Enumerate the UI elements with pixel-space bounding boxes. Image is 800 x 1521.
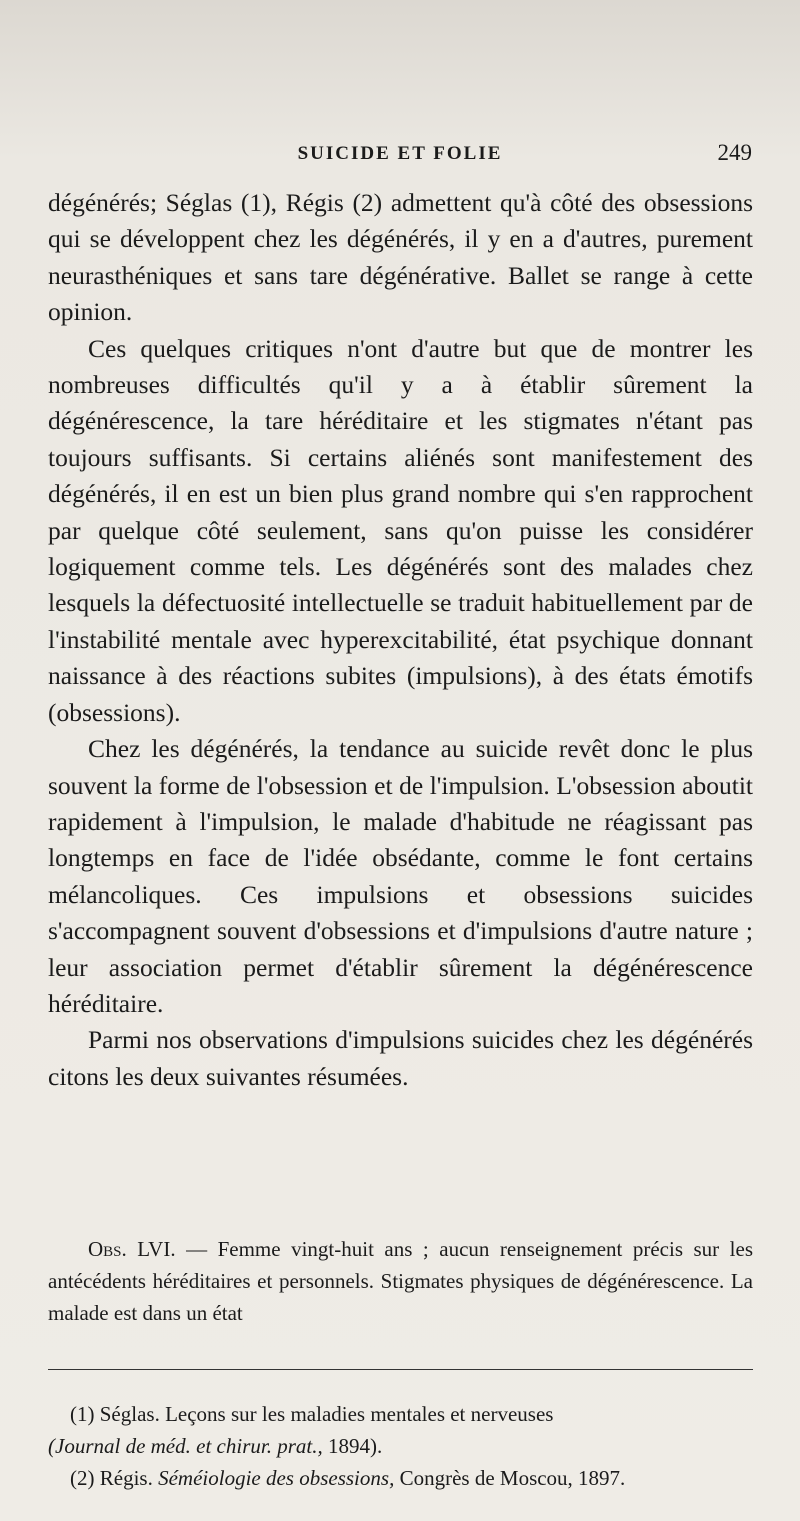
footnote-1-marker: (1) xyxy=(70,1402,95,1426)
observation-text: — Femme vingt-huit ans ; aucun renseignement précis sur les antécédents héréditaires et personnels. Stigmates physiques de dégénérescence. La malade est dans un état xyxy=(48,1237,753,1325)
footnote-1 xyxy=(48,1398,753,1430)
observation-block xyxy=(48,1233,753,1329)
footnote-divider xyxy=(48,1369,753,1370)
footnote-2-marker: (2) xyxy=(70,1466,95,1490)
body-text xyxy=(48,185,753,1095)
footnote-2-author: Régis. xyxy=(99,1466,153,1490)
footnote-2-title: Séméiologie des obsessions, xyxy=(158,1466,395,1490)
footnote-2 xyxy=(48,1462,753,1494)
observation-label: Obs. LVI. xyxy=(88,1237,176,1261)
page-header xyxy=(48,140,752,173)
footnote-1-author: Séglas. xyxy=(99,1402,160,1426)
page-number: 249 xyxy=(717,140,752,165)
observation-paragraph xyxy=(48,1233,753,1329)
footnote-2-rest: Congrès de Moscou, 1897. xyxy=(399,1466,626,1490)
footnote-1-year: 1894). xyxy=(327,1434,383,1458)
paragraph-1: dégénérés; Séglas (1), Régis (2) admettent qu'à côté des obsessions qui se développent chez les dégénérés, il y en a d'autres, purement neurasthéniques et sans tare dégénérative. Ballet se range à cette opinion. xyxy=(48,188,753,327)
running-title: SUICIDE ET FOLIE xyxy=(297,143,503,164)
footnote-1-text: Leçons sur les maladies mentales et nerveuses xyxy=(165,1402,554,1426)
footnote-1-continuation xyxy=(48,1430,753,1462)
footnotes xyxy=(48,1398,753,1494)
paragraph-3: Chez les dégénérés, la tendance au suicide revêt donc le plus souvent la forme de l'obsession et de l'impulsion. L'obsession aboutit rapidement à l'impulsion, le malade d'habitude ne réagissant pas longtemps en face de l'idée obsédante, comme le font certains mélancoliques. Ces impulsions et obsessions suicides s'accompagnent souvent d'obsessions et d'impulsions d'autre nature ; leur association permet d'établir sûrement la dégénérescence héréditaire. xyxy=(48,734,753,1018)
footnote-1-journal: (Journal de méd. et chirur. prat., xyxy=(48,1434,323,1458)
paragraph-4: Parmi nos observations d'impulsions suicides chez les dégénérés citons les deux suivantes résumées. xyxy=(48,1025,753,1091)
paragraph-2: Ces quelques critiques n'ont d'autre but que de montrer les nombreuses difficultés qu'il y a à établir sûrement la dégénérescence, la tare héréditaire et les stigmates n'étant pas toujours suffisants. Si certains aliénés sont manifestement des dégénérés, il en est un bien plus grand nombre qui s'en rapprochent par quelque côté seulement, sans qu'on puisse les considérer logiquement comme tels. Les dégénérés sont des malades chez lesquels la défectuosité intellectuelle se traduit habituellement par de l'instabilité mentale avec hyperexcitabilité, état psychique donnant naissance à des réactions subites (impulsions), à des états émotifs (obsessions). xyxy=(48,333,753,727)
